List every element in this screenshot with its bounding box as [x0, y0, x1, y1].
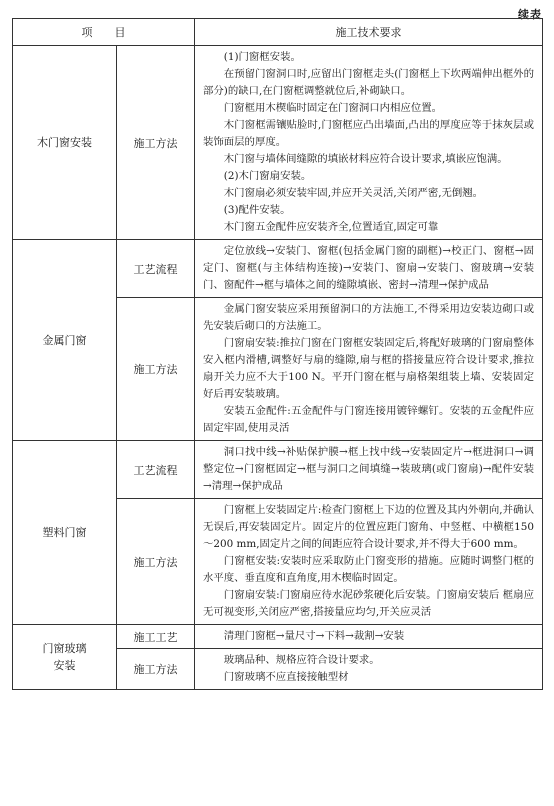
continued-label: 续表: [518, 8, 542, 21]
method-cell: 施工方法: [117, 46, 195, 240]
requirement-paragraph: 木门窗扇必须安装牢固,并应开关灵活,关闭严密,无倒翘。: [223, 187, 484, 199]
requirement-paragraph: 定位放线→安装门、窗框(包括金属门窗的副框)→校正门、窗框→固定门、窗框(与主体结构连接)→安装门、窗扇→安装门、窗玻璃→安装门、窗配件→框与墙体之间的缝隙填嵌、密封→清理→保护成品: [203, 245, 534, 291]
category-cell: [13, 441, 117, 625]
requirement-paragraph: 门窗扇安装:门窗扇应待水泥砂浆硬化后安装。门窗扇安装后 框扇应无可视变形,关闭应严密,搭接量应均匀,开关应灵活: [203, 589, 534, 618]
method-cell: 施工工艺: [117, 625, 195, 649]
requirement-paragraph: (3)配件安装。: [223, 204, 291, 216]
requirement-paragraph: 清理门窗框→量尺寸→下料→裁割→安装: [223, 630, 405, 642]
requirement-paragraph: 门窗扇安装:推拉门窗在门窗框安装固定后,将配好玻璃的门窗扇整体安入框内滑槽,调整好与扇的缝隙,扇与框的搭接量应符合设计要求,推拉扇开关力应不大于100 N。平开门窗在框与扇格架组装上墙、安装固定好后再安装玻璃。: [203, 337, 534, 400]
category-cell: [13, 625, 117, 690]
header-requirement: 施工技术要求: [195, 19, 543, 46]
category-label: 门窗玻璃安装: [42, 642, 87, 672]
table-row: [13, 46, 543, 240]
header-item: 项 目: [13, 19, 195, 46]
requirement-paragraph: 门窗框上安装固定片:检查门窗框上下边的位置及其内外朝向,并确认无误后,再安装固定片。固定片的位置应距门窗角、中竖框、中横框150～200 mm,固定片之间的间距应符合设计要求,并不得大于600 mm。: [203, 504, 534, 550]
category-cell: [13, 46, 117, 240]
requirement-paragraph: 在预留门窗洞口时,应留出门窗框走头(门窗框上下坎两端伸出框外的部分)的缺口,在门窗框调整就位后,补砌缺口。: [203, 68, 534, 97]
table-row: [13, 240, 543, 298]
requirement-paragraph: 门窗框用木楔临时固定在门窗洞口内相应位置。: [223, 102, 442, 114]
requirement-paragraph: 安装五金配件:五金配件与门窗连接用镀锌螺钉。安装的五金配件应固定牢固,使用灵活: [203, 405, 534, 434]
table-header-row: [13, 19, 543, 46]
category-label: 金属门窗: [42, 333, 87, 347]
requirement-cell: [195, 240, 543, 298]
requirement-paragraph: 洞口找中线→补贴保护膜→框上找中线→安装固定片→框进洞口→调整定位→门窗框固定→框与洞口之间填缝→装玻璃(或门窗扇)→配件安装→清理→保护成品: [203, 446, 534, 492]
requirement-paragraph: 金属门窗安装应采用预留洞口的方法施工,不得采用边安装边砌口或先安装后砌口的方法施工。: [203, 303, 534, 332]
category-label: 塑料门窗: [42, 526, 87, 539]
category-label: 木门窗安装: [37, 136, 92, 149]
requirement-cell: [195, 649, 543, 690]
category-cell: [13, 240, 117, 441]
requirement-cell: [195, 298, 543, 441]
requirement-cell: [195, 625, 543, 649]
method-cell: 施工方法: [117, 499, 195, 625]
method-cell: 工艺流程: [117, 240, 195, 298]
requirement-cell: [195, 499, 543, 625]
requirement-cell: [195, 441, 543, 499]
requirement-paragraph: 木门窗与墙体间缝隙的填嵌材料应符合设计要求,填嵌应饱满。: [223, 153, 508, 165]
requirement-paragraph: 门窗框安装:安装时应采取防止门窗变形的措施。应随时调整门框的水平度、垂直度和直角度,用木楔临时固定。: [203, 555, 534, 584]
requirement-paragraph: (2)木门窗扇安装。: [223, 170, 312, 182]
requirement-paragraph: 木门窗框需镶贴脸时,门窗框应凸出墙面,凸出的厚度应等于抹灰层或装饰面层的厚度。: [203, 119, 534, 148]
table-row: [13, 441, 543, 499]
construction-requirements-table: [12, 18, 543, 690]
requirement-paragraph: 木门窗五金配件应安装齐全,位置适宜,固定可靠: [223, 221, 439, 233]
method-cell: 施工方法: [117, 649, 195, 690]
method-cell: 工艺流程: [117, 441, 195, 499]
requirement-paragraph: 玻璃品种、规格应符合设计要求。: [223, 654, 380, 666]
requirement-cell: [195, 46, 543, 240]
table-row: [13, 625, 543, 649]
method-cell: 施工方法: [117, 298, 195, 441]
requirement-paragraph: (1)门窗框安装。: [223, 51, 301, 63]
requirement-paragraph: 门窗玻璃不应直接接触型材: [223, 671, 349, 683]
